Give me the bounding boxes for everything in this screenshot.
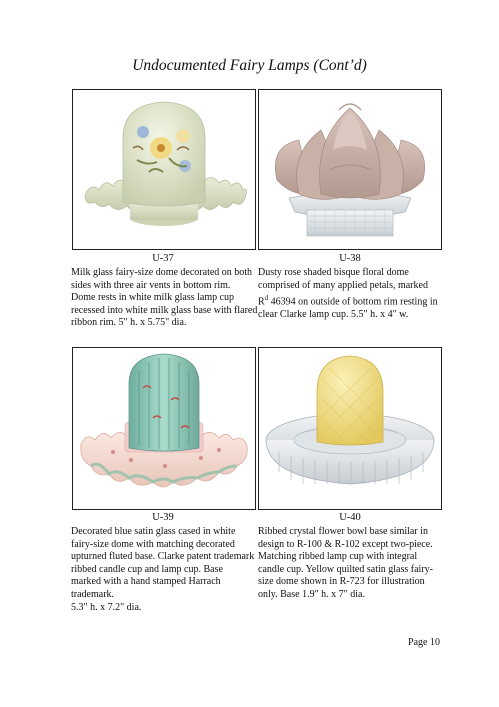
desc-line: ribbed candle cup and lamp cup. Base [71, 563, 223, 575]
u40-code: U-40 [339, 512, 361, 523]
desc-line: Decorated blue satin glass cased in white [71, 526, 236, 537]
page-title: Undocumented Fairy Lamps (Cont’d) [132, 57, 367, 74]
desc-line: recessed into white milk glass base with flared [71, 304, 258, 316]
desc-line: marked with a hand stamped Harrach [71, 576, 221, 588]
u38-code: U-38 [339, 253, 361, 264]
desc-line: Matching ribbed lamp cup with integral [258, 551, 418, 563]
desc-line: design to R-100 & R-102 except two-piece. [258, 538, 433, 550]
desc-line: sides with three air vents in bottom rim. [71, 279, 231, 291]
registry-r: R [258, 296, 265, 308]
u40-photo [258, 347, 442, 510]
desc-line: fairy-size dome with matching decorated [71, 538, 235, 550]
u37-code: U-37 [152, 253, 174, 264]
desc-line: ribbon rim. 5" h. x 5.75" dia. [71, 317, 187, 329]
u37-photo [72, 89, 256, 250]
u38-lamp-illustration [259, 90, 441, 249]
desc-line: Ribbed crystal flower bowl base similar in [258, 526, 428, 537]
desc-line: size dome shown in R-723 for illustration [258, 576, 425, 588]
u40-description [258, 526, 442, 602]
registry-number-text: 46394 on outside of bottom rim resting in [268, 296, 438, 308]
desc-line: clear Clarke lamp cup. 5.5" h. x 4" w. [258, 309, 409, 321]
desc-line: candle cup. Yellow quilted satin glass fairy- [258, 563, 433, 575]
u39-photo [72, 347, 256, 510]
u40-lamp-illustration [259, 348, 441, 509]
desc-line: Dome rests in white milk glass lamp cup [71, 292, 235, 304]
u37-description [71, 267, 258, 330]
u38-description [258, 267, 442, 322]
page-number: Page 10 [408, 637, 440, 648]
desc-line: 5.3" h. x 7.2" dia. [71, 601, 142, 613]
u38-photo [258, 89, 442, 250]
desc-line: comprised of many applied petals, marked [258, 279, 428, 291]
u39-lamp-illustration [73, 348, 255, 509]
desc-line: only. Base 1.9" h. x 7" dia. [258, 588, 365, 600]
registry-d-superscript: d [264, 294, 269, 303]
desc-line: Dusty rose shaded bisque floral dome [258, 267, 409, 278]
u39-code: U-39 [152, 512, 174, 523]
u39-description-clip [71, 526, 257, 613]
desc-line-registry [258, 292, 442, 309]
u39-description [71, 526, 255, 614]
desc-line: Milk glass fairy-size dome decorated on both [71, 267, 253, 278]
desc-line: trademark. [71, 588, 115, 600]
desc-line: upturned fluted base. Clarke patent trademark [71, 551, 255, 563]
u37-lamp-illustration [73, 90, 255, 249]
